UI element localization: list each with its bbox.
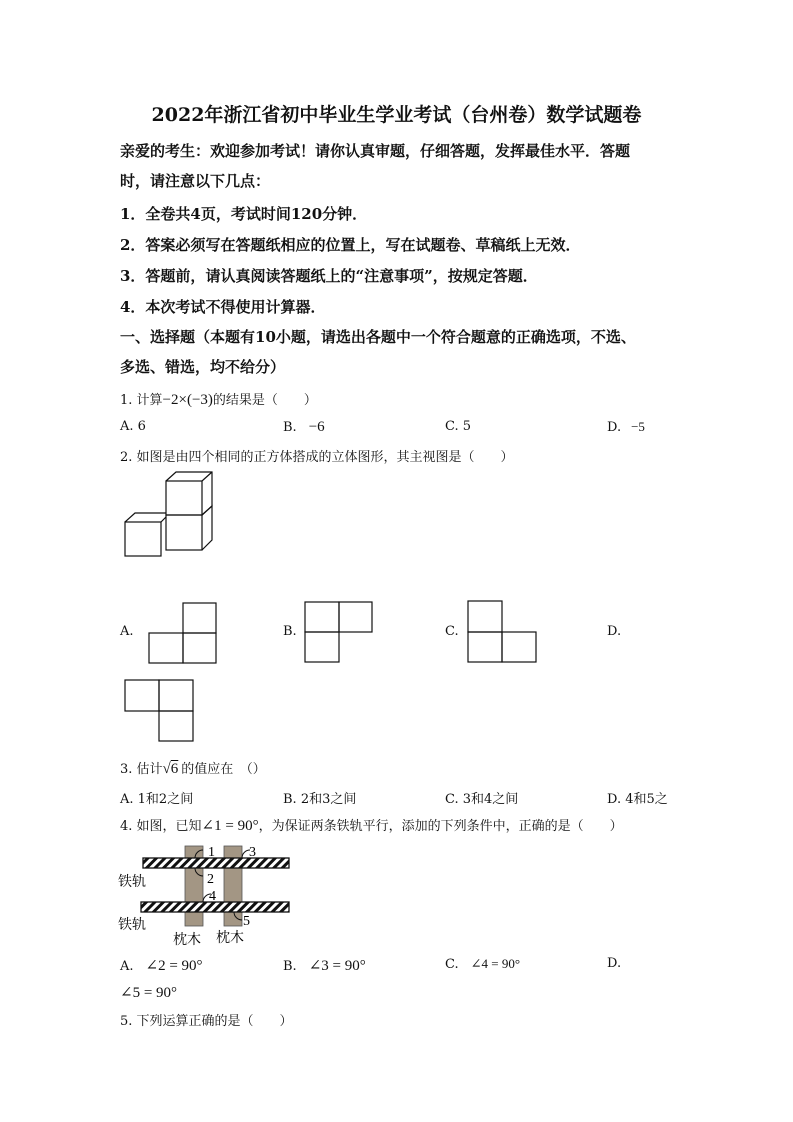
angle-label-4: 4 — [209, 889, 216, 904]
intro-line-2: 时，请注意以下几点： — [120, 172, 271, 190]
q4-option-b-label: B. — [283, 959, 297, 974]
q3-radicand: 6 — [170, 761, 179, 777]
q5-stem: 5. 下列运算正确的是（ ） — [120, 1014, 293, 1029]
q1-option-b-label: B. — [283, 420, 297, 435]
q4-stem — [120, 815, 623, 835]
q4-option-b-expr: ∠3 = 90° — [308, 958, 366, 974]
section-heading-line-2: 多选、错选，均不给分） — [120, 358, 286, 376]
q4-option-a-expr: ∠2 = 90° — [145, 958, 203, 974]
q4-option-a-label: A. — [120, 959, 134, 974]
q4-option-d-expr: ∠5 = 90° — [120, 985, 178, 1001]
q2-option-c-figure — [467, 600, 539, 664]
q1-option-c: C. 5 — [445, 419, 472, 434]
q4-option-c — [445, 956, 520, 972]
q2-option-a-figure — [148, 602, 218, 664]
q4-prefix: 4. 如图，已知 — [120, 819, 202, 834]
q2-option-b-label: B. — [283, 624, 297, 639]
note-4: 4．本次考试不得使用计算器． — [120, 298, 326, 316]
section-heading-line-1: 一、选择题（本题有10小题，请选出各题中一个符合题意的正确选项，不选、 — [120, 328, 636, 346]
q3-option-c: C. 3和4之间 — [445, 792, 519, 807]
page-title: 2022年浙江省初中毕业生学业考试（台州卷）数学试题卷 — [151, 104, 642, 126]
angle-label-3: 3 — [249, 845, 256, 860]
q4-option-c-expr: ∠4 = 90° — [470, 956, 521, 971]
note-1: 1．全卷共4页，考试时间120分钟． — [120, 205, 368, 223]
q1-expression: −2×(−3) — [162, 392, 213, 408]
q3-stem — [120, 758, 266, 778]
q2-option-d-label: D. — [607, 624, 622, 639]
q2-option-a-label: A. — [120, 624, 134, 639]
q2-option-b-figure — [304, 601, 374, 663]
angle-label-2: 2 — [207, 872, 214, 887]
q2-option-c-label: C. — [445, 624, 459, 639]
q3-option-d: D. 4和5之 — [607, 792, 668, 807]
q2-stem: 2. 如图是由四个相同的正方体搭成的立体图形，其主视图是（ ） — [120, 450, 514, 465]
q4-option-d-label: D. — [607, 956, 622, 971]
q4-option-a — [120, 956, 203, 975]
note-3: 3．答题前，请认真阅读答题纸上的“注意事项”，按规定答题． — [120, 267, 538, 285]
q3-option-b: B. 2和3之间 — [283, 792, 357, 807]
q3-prefix: 3. 估计 — [120, 762, 163, 777]
q4-suffix: ，为保证两条铁轨平行，添加的下列条件中，正确的是（ ） — [258, 819, 623, 834]
q3-suffix: 的值应在 （） — [181, 762, 266, 777]
sqrt-symbol: √ — [162, 761, 171, 777]
rail-top — [143, 858, 289, 868]
q4-condition: ∠1 = 90° — [201, 818, 259, 834]
sleeper-label-left: 枕木 — [173, 932, 201, 948]
intro-line-1: 亲爱的考生：欢迎参加考试！请你认真审题，仔细答题，发挥最佳水平．答题 — [120, 142, 631, 160]
q1-option-b — [283, 419, 325, 436]
q1-option-d-label: D. — [607, 420, 622, 435]
q4-option-c-label: C. — [445, 957, 459, 972]
q1-option-d-value: −5 — [631, 419, 645, 434]
q1-option-b-value: −6 — [308, 419, 325, 435]
rail-label-top: 铁轨 — [118, 874, 146, 890]
q2-option-d-figure — [124, 679, 196, 743]
q1-stem — [120, 389, 317, 409]
note-2: 2．答案必须写在答题纸相应的位置上，写在试题卷、草稿纸上无效． — [120, 236, 581, 254]
q1-option-d — [607, 419, 645, 435]
angle-label-1: 1 — [208, 845, 215, 860]
sleeper-label-right: 枕木 — [216, 930, 244, 946]
q3-option-a: A. 1和2之间 — [120, 792, 194, 807]
q1-suffix: 的结果是（ ） — [212, 393, 317, 408]
q1-prefix: 1. 计算 — [120, 393, 163, 408]
q2-solid-figure — [120, 470, 220, 560]
rail-label-bottom: 铁轨 — [118, 917, 146, 933]
angle-label-5: 5 — [243, 914, 250, 929]
q4-rail-figure — [115, 838, 305, 953]
q4-option-b — [283, 956, 366, 975]
q1-option-a: A. 6 — [120, 419, 146, 434]
